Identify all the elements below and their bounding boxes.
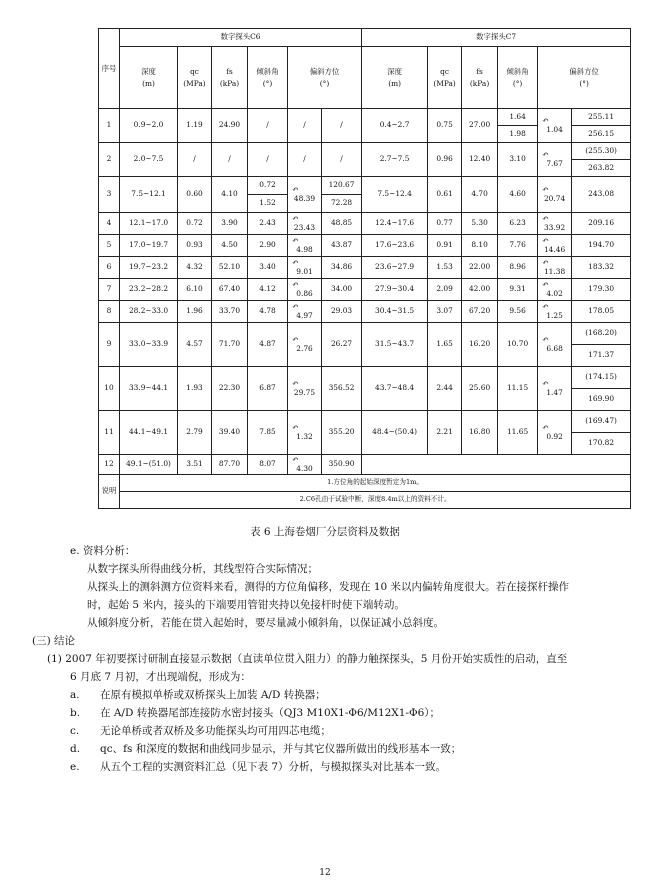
rotation-arrow-icon: ↶ xyxy=(292,257,299,267)
page-number: 12 xyxy=(319,868,331,878)
group-header-c6: 数字探头C6 xyxy=(120,29,362,47)
rotation-arrow-icon: ↶ xyxy=(292,334,299,344)
c7-direction-mid xyxy=(538,279,572,301)
c6-direction-mid xyxy=(288,279,322,301)
c6-tilt: 8.07 xyxy=(248,455,288,475)
c6-tilt: 4.12 xyxy=(248,279,288,301)
c7-azimuth-2: 256.15 xyxy=(572,126,631,143)
col-header-c7-qc xyxy=(428,47,462,109)
rotation-arrow-icon: ↶ xyxy=(542,115,549,125)
c7-qc: 1.65 xyxy=(428,323,462,367)
rotation-arrow-icon: ↶ xyxy=(292,301,299,311)
c6-tilt: / xyxy=(248,143,288,177)
midpoint-value: 11.38 xyxy=(543,266,566,276)
c6-depth: 0.9~2.0 xyxy=(120,109,178,143)
table-row xyxy=(99,213,631,224)
c6-direction-mid xyxy=(288,323,322,367)
c7-fs: 16.20 xyxy=(462,323,498,367)
c6-fs: 71.70 xyxy=(212,323,248,367)
midpoint-value: 0.92 xyxy=(546,431,563,441)
c7-fs: 25.60 xyxy=(462,367,498,411)
col-unit: (MPa) xyxy=(183,78,206,88)
c6-qc: 0.60 xyxy=(178,177,212,213)
c7-depth: 27.9~30.4 xyxy=(362,279,428,301)
rotation-arrow-icon: ↶ xyxy=(292,184,299,194)
rotation-arrow-icon: ↶ xyxy=(542,235,549,245)
col-header-c7-fs xyxy=(462,47,498,109)
c7-tilt: 11.65 xyxy=(498,411,538,455)
list-item-text: 在 A/D 转换器尾部连接防水密封接头（QJ3 M10X1-Φ6/M12X1-Φ6）； xyxy=(100,707,441,719)
c6-direction-mid xyxy=(288,301,322,323)
midpoint-value: 9.01 xyxy=(296,266,313,276)
col-label: qc xyxy=(190,67,199,77)
c6-qc: 1.19 xyxy=(178,109,212,143)
col-unit: (m) xyxy=(388,78,401,88)
c7-azimuth: 194.70 xyxy=(572,235,631,257)
list-item-text: qc、fs 和深度的数据和曲线同步显示，并与其它仪器所做出的线形基本一致； xyxy=(100,743,462,755)
c7-qc: 0.77 xyxy=(428,213,462,235)
c6-direction-mid xyxy=(288,213,322,235)
midpoint-value: 48.39 xyxy=(293,193,316,203)
midpoint-value: 33.92 xyxy=(543,222,566,232)
midpoint-value: 7.67 xyxy=(546,158,563,168)
c7-depth: 23.6~27.9 xyxy=(362,257,428,279)
rotation-arrow-icon: ↶ xyxy=(542,213,549,223)
c6-fs: 24.90 xyxy=(212,109,248,143)
c6-direction-mid: / xyxy=(288,109,322,143)
c7-azimuth: (174.15) xyxy=(572,367,631,389)
list-item-marker: d. xyxy=(70,743,81,755)
c6-tilt: 7.85 xyxy=(248,411,288,455)
midpoint-value: 1.47 xyxy=(546,387,563,397)
c7-azimuth: 255.11 xyxy=(572,109,631,126)
list-item-text: 无论单桥或者双桥及多功能探头均可用四芯电缆； xyxy=(100,725,331,737)
conclusion-line-1: (1) 2007 年初要探讨研制直接显示数据（直读单位贯入阻力）的静力触探探头，5 月份开始实质性的启动，直至 xyxy=(47,653,568,665)
c6-direction-mid xyxy=(288,235,322,257)
list-item-marker: e. xyxy=(70,761,80,773)
table-row xyxy=(99,323,631,345)
c7-fs: 27.00 xyxy=(462,109,498,143)
c7-azimuth: 243.08 xyxy=(572,177,631,213)
c7-qc: 2.21 xyxy=(428,411,462,455)
c7-tilt: 4.60 xyxy=(498,177,538,213)
c6-direction-mid xyxy=(288,177,322,213)
c6-azimuth: 355.20 xyxy=(322,411,362,455)
seq-cell: 2 xyxy=(99,143,120,177)
col-label: qc xyxy=(440,67,450,77)
c7-direction-mid xyxy=(538,109,572,143)
rotation-arrow-icon: ↶ xyxy=(292,454,299,464)
col-unit: (°) xyxy=(579,78,589,88)
c6-direction-mid xyxy=(288,411,322,455)
c6-fs: 52.10 xyxy=(212,257,248,279)
c6-azimuth: 48.85 xyxy=(322,213,362,235)
c7-tilt: 7.76 xyxy=(498,235,538,257)
col-label: 偏斜方位 xyxy=(309,67,340,77)
c6-fs: 33.70 xyxy=(212,301,248,323)
col-label: 偏斜方位 xyxy=(569,67,599,77)
c6-qc: 0.93 xyxy=(178,235,212,257)
col-header-c6-qc xyxy=(178,47,212,109)
c7-tilt: 10.70 xyxy=(498,323,538,367)
seq-cell: 10 xyxy=(99,367,120,411)
c6-qc: 1.96 xyxy=(178,301,212,323)
col-header-c6-fs xyxy=(212,47,248,109)
c6-qc: 4.32 xyxy=(178,257,212,279)
c7-qc: 2.09 xyxy=(428,279,462,301)
midpoint-value: 23.43 xyxy=(293,222,316,232)
rotation-arrow-icon: ↶ xyxy=(542,378,549,388)
col-unit: (°) xyxy=(262,78,273,88)
rotation-arrow-icon: ↶ xyxy=(292,213,299,223)
seq-cell: 5 xyxy=(99,235,120,257)
col-header-c7-depth xyxy=(362,47,428,109)
col-unit: (MPa) xyxy=(433,78,456,88)
c7-fs: 4.70 xyxy=(462,177,498,213)
midpoint-value: 0.86 xyxy=(296,288,313,298)
c7-azimuth: 179.30 xyxy=(572,279,631,301)
c7-tilt: 3.10 xyxy=(498,143,538,177)
c7-depth: 30.4~31.5 xyxy=(362,301,428,323)
c6-tilt: 3.40 xyxy=(248,257,288,279)
c6-qc: / xyxy=(178,143,212,177)
c6-depth: 7.5~12.1 xyxy=(120,177,178,213)
midpoint-value: 4.97 xyxy=(296,310,313,320)
c6-tilt-2: 1.52 xyxy=(248,195,288,213)
c6-azimuth-2: 72.28 xyxy=(322,195,362,213)
c7-direction-mid xyxy=(538,367,572,411)
c6-qc: 2.79 xyxy=(178,411,212,455)
c6-qc: 0.72 xyxy=(178,213,212,235)
c6-depth: 28.2~33.0 xyxy=(120,301,178,323)
c7-tilt: 11.15 xyxy=(498,367,538,411)
analysis-line-4: 从倾斜度分析，若能在贯入起始时，要尽量减小倾斜角，以保证减小总斜度。 xyxy=(87,617,444,629)
c7-qc: 1.53 xyxy=(428,257,462,279)
midpoint-value: 14.46 xyxy=(543,244,566,254)
c6-fs: 87.70 xyxy=(212,455,248,475)
c7-azimuth: 178.05 xyxy=(572,301,631,323)
midpoint-value: 4.98 xyxy=(296,244,313,254)
c6-depth: 2.0~7.5 xyxy=(120,143,178,177)
c7-azimuth: (168.20) xyxy=(572,323,631,345)
c7-fs: 42.00 xyxy=(462,279,498,301)
c6-fs: 4.10 xyxy=(212,177,248,213)
c7-direction-mid xyxy=(538,411,572,455)
conclusion-heading: (三) 结论 xyxy=(32,635,76,647)
col-header-c6-depth xyxy=(120,47,178,109)
c7-tilt-2: 1.98 xyxy=(498,126,538,143)
midpoint-value: 4.30 xyxy=(296,463,313,473)
rotation-arrow-icon: ↶ xyxy=(292,422,299,432)
c7-qc: 3.07 xyxy=(428,301,462,323)
c6-tilt: 4.87 xyxy=(248,323,288,367)
c6-direction-mid xyxy=(288,257,322,279)
col-header-c7-azim xyxy=(538,47,631,109)
c6-tilt: / xyxy=(248,109,288,143)
c7-qc: 0.91 xyxy=(428,235,462,257)
rotation-arrow-icon: ↶ xyxy=(292,235,299,245)
seq-cell: 9 xyxy=(99,323,120,367)
c7-azimuth-2: 169.90 xyxy=(572,389,631,411)
c7-tilt: 9.56 xyxy=(498,301,538,323)
rotation-arrow-icon: ↶ xyxy=(542,422,549,432)
c7-depth: 43.7~48.4 xyxy=(362,367,428,411)
c6-qc: 1.93 xyxy=(178,367,212,411)
col-header-c7-tilt xyxy=(498,47,538,109)
c7-azimuth: 209.16 xyxy=(572,213,631,235)
rotation-arrow-icon: ↶ xyxy=(542,184,549,194)
rotation-arrow-icon: ↶ xyxy=(542,301,549,311)
c7-fs: 67.20 xyxy=(462,301,498,323)
table-row xyxy=(99,235,631,246)
c7-direction-mid xyxy=(538,257,572,279)
c6-tilt: 0.72 xyxy=(248,177,288,195)
col-unit: (°) xyxy=(512,78,523,88)
c7-direction-mid xyxy=(538,177,572,213)
c7-direction-mid xyxy=(538,323,572,367)
c6-depth: 23.2~28.2 xyxy=(120,279,178,301)
c7-azimuth-2: 171.37 xyxy=(572,345,631,367)
note-header: 说明 xyxy=(99,475,120,509)
seq-cell: 3 xyxy=(99,177,120,213)
midpoint-value: 29.75 xyxy=(293,387,316,397)
c6-direction-mid xyxy=(288,455,322,475)
c6-depth: 44.1~49.1 xyxy=(120,411,178,455)
table-caption: 表 6 上海卷烟厂分层资料及数据 xyxy=(250,526,400,538)
midpoint-value: 1.25 xyxy=(546,310,563,320)
c7-tilt: 9.31 xyxy=(498,279,538,301)
c7-fs: 12.40 xyxy=(462,143,498,177)
section-e-heading: e. 资料分析： xyxy=(70,545,136,557)
c6-azimuth: 43.87 xyxy=(322,235,362,257)
c7-azimuth-2: 263.82 xyxy=(572,160,631,177)
midpoint-value: 6.68 xyxy=(546,343,563,353)
analysis-line-1: 从数字探头所得曲线分析，其线型符合实际情况； xyxy=(87,563,318,575)
c7-depth: 48.4~(50.4) xyxy=(362,411,428,455)
c7-qc: 0.96 xyxy=(428,143,462,177)
col-label: 深度 xyxy=(141,67,156,77)
note-line-1: 1.方位角的起始深度暂定为1m。 xyxy=(120,475,631,492)
rotation-arrow-icon: ↶ xyxy=(542,149,549,159)
c6-fs: 67.40 xyxy=(212,279,248,301)
c7-fs: 5.30 xyxy=(462,213,498,235)
rotation-arrow-icon: ↶ xyxy=(542,257,549,267)
seq-cell: 7 xyxy=(99,279,120,301)
analysis-line-3: 时，起始 5 米内，接头的下端要用管钳夹持以免接杆时使下端转动。 xyxy=(87,599,405,611)
c6-azimuth: 350.90 xyxy=(322,455,362,475)
seq-cell: 4 xyxy=(99,213,120,235)
c6-tilt: 2.43 xyxy=(248,213,288,235)
c7-fs: 16.80 xyxy=(462,411,498,455)
c7-azimuth-2: 170.82 xyxy=(572,433,631,455)
c6-qc: 4.57 xyxy=(178,323,212,367)
c6-qc: 6.10 xyxy=(178,279,212,301)
col-label: 深度 xyxy=(387,67,402,77)
midpoint-value: 1.04 xyxy=(546,124,563,134)
c7-fs: 22.00 xyxy=(462,257,498,279)
c6-depth: 33.9~44.1 xyxy=(120,367,178,411)
c7-empty xyxy=(362,455,631,475)
table-row xyxy=(99,301,631,312)
c7-depth: 12.4~17.6 xyxy=(362,213,428,235)
group-header-c7: 数字探头C7 xyxy=(362,29,631,47)
c6-fs: / xyxy=(212,143,248,177)
seq-header: 序号 xyxy=(99,29,120,109)
c7-qc: 0.75 xyxy=(428,109,462,143)
c6-fs: 22.30 xyxy=(212,367,248,411)
c7-depth: 17.6~23.6 xyxy=(362,235,428,257)
seq-cell: 1 xyxy=(99,109,120,143)
c7-qc: 2.44 xyxy=(428,367,462,411)
c6-fs: 39.40 xyxy=(212,411,248,455)
c6-tilt: 2.90 xyxy=(248,235,288,257)
c6-direction-mid: / xyxy=(288,143,322,177)
c6-azimuth: 26.27 xyxy=(322,323,362,367)
col-label: 倾斜角 xyxy=(506,67,529,77)
c7-direction-mid xyxy=(538,143,572,177)
col-unit: (kPa) xyxy=(219,78,240,88)
c6-fs: 3.90 xyxy=(212,213,248,235)
list-item-marker: c. xyxy=(70,725,80,737)
rotation-arrow-icon: ↶ xyxy=(542,334,549,344)
c6-qc: 3.51 xyxy=(178,455,212,475)
c6-direction-mid xyxy=(288,367,322,411)
c7-depth: 2.7~7.5 xyxy=(362,143,428,177)
c7-azimuth: (169.47) xyxy=(572,411,631,433)
c7-depth: 31.5~43.7 xyxy=(362,323,428,367)
table-row xyxy=(99,109,631,126)
c6-azimuth: 34.86 xyxy=(322,257,362,279)
rotation-arrow-icon: ↶ xyxy=(292,378,299,388)
c7-depth: 7.5~12.4 xyxy=(362,177,428,213)
c7-depth: 0.4~2.7 xyxy=(362,109,428,143)
c7-tilt: 1.64 xyxy=(498,109,538,126)
c6-depth: 19.7~23.2 xyxy=(120,257,178,279)
midpoint-value: 1.32 xyxy=(296,431,313,441)
table-row xyxy=(99,177,631,195)
c7-direction-mid xyxy=(538,301,572,323)
table-row xyxy=(99,143,631,160)
rotation-arrow-icon: ↶ xyxy=(292,279,299,289)
seq-cell: 12 xyxy=(99,455,120,475)
table-row xyxy=(99,257,631,268)
col-label: fs xyxy=(476,67,483,77)
c7-direction-mid xyxy=(538,235,572,257)
midpoint-value: 2.76 xyxy=(296,343,313,353)
c7-tilt: 6.23 xyxy=(498,213,538,235)
seq-cell: 8 xyxy=(99,301,120,323)
c6-azimuth: 120.67 xyxy=(322,177,362,195)
c7-azimuth: (255.30) xyxy=(572,143,631,160)
analysis-line-2: 从探头上的测斜测方位资料来看，测得的方位角偏移，发现在 10 米以内偏转角度很大。若在接探杆操作 xyxy=(87,581,570,593)
conclusion-line-2: 6 月底 7 月初，才出现端倪，形成为： xyxy=(70,671,251,683)
c6-tilt: 6.87 xyxy=(248,367,288,411)
c6-depth: 49.1~(51.0) xyxy=(120,455,178,475)
c6-depth: 33.0~33.9 xyxy=(120,323,178,367)
c6-tilt: 4.78 xyxy=(248,301,288,323)
c6-depth: 17.0~19.7 xyxy=(120,235,178,257)
c7-qc: 0.61 xyxy=(428,177,462,213)
col-label: 倾斜角 xyxy=(256,67,279,77)
list-item-text: 在原有模拟单桥或双桥探头上加装 A/D 转换器； xyxy=(100,689,326,701)
layered-data-table xyxy=(98,28,631,509)
midpoint-value: 4.02 xyxy=(546,288,563,298)
table-row xyxy=(99,455,631,465)
table-row xyxy=(99,367,631,389)
table-row xyxy=(99,279,631,290)
col-label: fs xyxy=(226,67,233,77)
c7-azimuth: 183.32 xyxy=(572,257,631,279)
list-item-text: 从五个工程的实测资料汇总（见下表 7）分析，与模拟探头对比基本一致。 xyxy=(100,761,447,773)
midpoint-value: 20.74 xyxy=(543,193,566,203)
c7-direction-mid xyxy=(538,213,572,235)
col-unit: (kPa) xyxy=(469,78,490,88)
col-unit: (m) xyxy=(142,78,155,88)
c6-azimuth: 34.00 xyxy=(322,279,362,301)
table-row xyxy=(99,411,631,433)
list-item-marker: b. xyxy=(70,707,81,719)
c6-fs: 4.50 xyxy=(212,235,248,257)
note-line-2: 2.C6孔由于试验中断，深度8.4m以上的资料不计。 xyxy=(120,492,631,509)
col-unit: (°) xyxy=(319,78,330,88)
col-header-c6-azim xyxy=(288,47,362,109)
c7-tilt: 8.96 xyxy=(498,257,538,279)
c6-azimuth: / xyxy=(322,143,362,177)
c6-depth: 12.1~17.0 xyxy=(120,213,178,235)
c6-azimuth: 356.52 xyxy=(322,367,362,411)
c6-azimuth: 29.03 xyxy=(322,301,362,323)
seq-cell: 11 xyxy=(99,411,120,455)
c6-azimuth: / xyxy=(322,109,362,143)
c7-fs: 8.10 xyxy=(462,235,498,257)
col-header-c6-tilt xyxy=(248,47,288,109)
seq-cell: 6 xyxy=(99,257,120,279)
rotation-arrow-icon: ↶ xyxy=(542,279,549,289)
list-item-marker: a. xyxy=(70,689,80,701)
